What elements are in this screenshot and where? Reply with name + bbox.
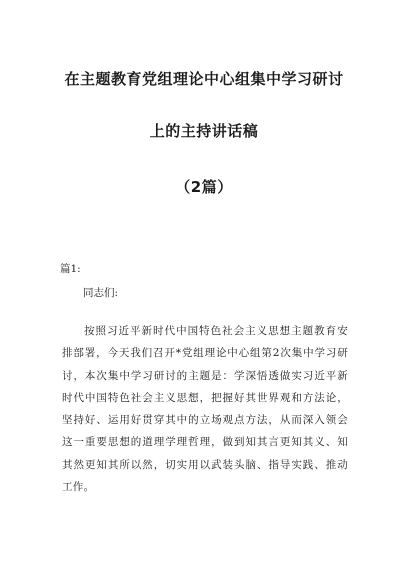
document-title-line-1: 在主题教育党组理论中心组集中学习研讨 <box>64 70 344 88</box>
paragraph-line: 讨，本次集中学习研讨的主题是：学深悟透做实习近平新 <box>62 369 348 382</box>
document-title-count: （2篇） <box>175 178 233 196</box>
paragraph-line: 按照习近平新时代中国特色社会主义思想主题教育安 <box>84 325 348 337</box>
body-paragraph <box>62 320 348 498</box>
paragraph-line: 排部署，今天我们召开*党组理论中心组第2次集中学习研 <box>62 347 348 360</box>
document-title-line-2: 上的主持讲话稿 <box>149 122 259 140</box>
paragraph-line: 坚持好、运用好贯穿其中的立场观点方法，从而深入领会 <box>62 414 348 427</box>
paragraph-line: 这一重要思想的道理学理哲理，做到知其言更知其义、知 <box>62 436 348 449</box>
section-label: 篇1: <box>60 263 81 275</box>
paragraph-line: 其然更知其所以然，切实用以武装头脑、指导实践、推动 <box>62 458 348 471</box>
paragraph-line: 时代中国特色社会主义思想，把握好其世界观和方法论， <box>62 391 348 404</box>
greeting: 同志们: <box>83 287 119 299</box>
paragraph-line: 工作。 <box>62 481 95 494</box>
